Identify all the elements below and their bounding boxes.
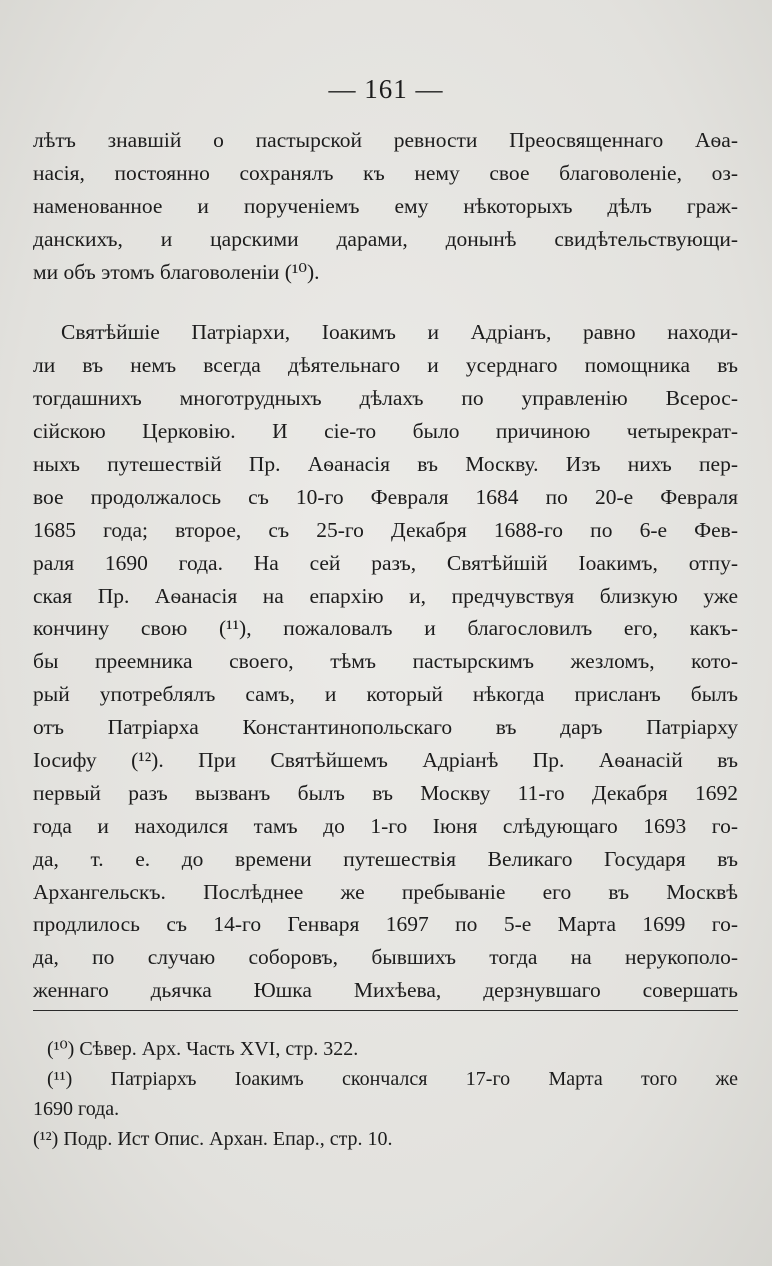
- footnotes: [33, 1034, 738, 1154]
- text-line: женнаго дьячка Юшка Михѣева, дерзнувшаго совершать: [33, 978, 738, 1003]
- text-line: ми объ этомъ благоволеніи (¹⁰).: [33, 259, 320, 284]
- text-line: ли въ немъ всегда дѣятельнаго и усерднаго помощника въ: [33, 353, 738, 378]
- footnote-11: (¹¹) Патріархъ Іоакимъ скончался 17-го Марта того же: [47, 1068, 738, 1090]
- footnote-divider: [33, 1010, 738, 1011]
- text-line: сійскою Церковію. И сіе-то было причиною четырекрат-: [33, 419, 738, 444]
- text-line: вое продолжалось съ 10-го Февраля 1684 по 20-е Февраля: [33, 484, 738, 509]
- paragraph-gap: [33, 288, 738, 316]
- text-line: продлилось съ 14-го Генваря 1697 по 5-е Марта 1699 го-: [33, 912, 738, 937]
- page-number: — 161 —: [328, 74, 444, 104]
- text-line: Іосифу (¹²). При Святѣйшемъ Адріанѣ Пр. Аѳанасій въ: [33, 748, 738, 773]
- text-line: насія, постоянно сохранялъ къ нему свое благоволеніе, оз-: [33, 160, 738, 185]
- footnote-10: (¹⁰) Сѣвер. Арх. Часть XVI, стр. 322.: [47, 1038, 359, 1060]
- text-line: рый употреблялъ самъ, и который нѣкогда присланъ былъ: [33, 682, 738, 707]
- main-text: [33, 124, 738, 1007]
- text-line: ныхъ путешествій Пр. Аѳанасія въ Москву. Изъ нихъ пер-: [33, 452, 738, 477]
- text-line: ская Пр. Аѳанасія на епархію и, предчувствуя близкую уже: [33, 583, 738, 608]
- text-line: раля 1690 года. На сей разъ, Святѣйшій Іоакимъ, отпу-: [33, 550, 738, 575]
- text-line: отъ Патріарха Константинопольскаго въ даръ Патріарху: [33, 715, 738, 740]
- text-line: данскихъ, и царскими дарами, донынѣ свидѣтельствующи-: [33, 226, 738, 251]
- text-line: первый разъ вызванъ былъ въ Москву 11-го Декабря 1692: [33, 780, 738, 805]
- text-line: 1685 года; второе, съ 25-го Декабря 1688-го по 6-е Фев-: [33, 517, 738, 542]
- text-line: да, по случаю соборовъ, бывшихъ тогда на нерукополо-: [33, 945, 738, 970]
- footnote-11-continuation: 1690 года.: [33, 1098, 120, 1120]
- text-line: бы преемника своего, тѣмъ пастырскимъ жезломъ, кото-: [33, 649, 738, 674]
- paragraph-1: [33, 124, 738, 288]
- text-line: кончину свою (¹¹), пожаловалъ и благословилъ его, какъ-: [33, 616, 738, 641]
- text-line: да, т. е. до времени путешествія Великаго Государя въ: [33, 846, 738, 871]
- footnote-12: (¹²) Подр. Ист Опис. Архан. Епар., стр. 10.: [33, 1128, 393, 1150]
- text-line: тогдашнихъ многотрудныхъ дѣлахъ по управленію Всерос-: [33, 386, 738, 411]
- paragraph-2: [33, 316, 738, 1007]
- text-line: лѣтъ знавшій о пастырской ревности Преосвященнаго Аѳа-: [33, 128, 738, 152]
- text-line: Архангельскъ. Послѣднее же пребываніе его въ Москвѣ: [33, 879, 738, 904]
- text-line: Святѣйшіе Патріархи, Іоакимъ и Адріанъ, равно находи-: [61, 320, 738, 345]
- text-line: года и находился тамъ до 1-го Іюня слѣдующаго 1693 го-: [33, 813, 738, 838]
- text-line: наменованное и порученіемъ ему нѣкоторыхъ дѣлъ граж-: [33, 193, 738, 218]
